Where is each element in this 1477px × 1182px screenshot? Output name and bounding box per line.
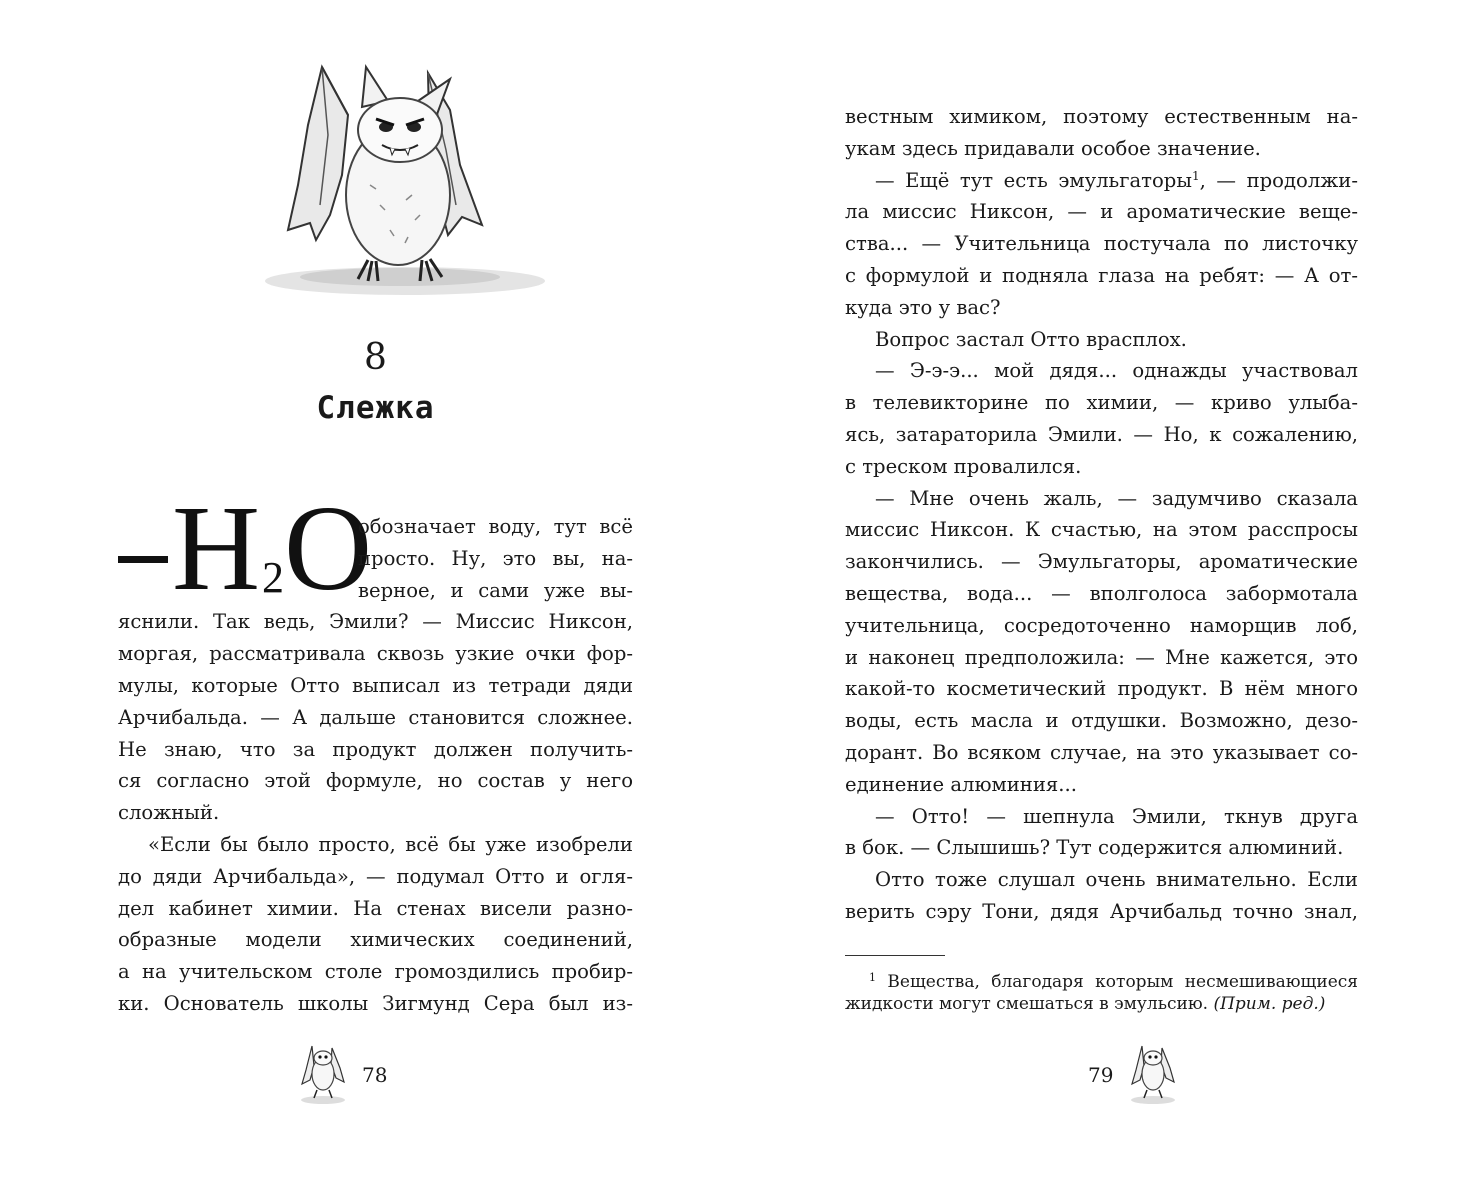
text-line: Отто тоже слушал очень внимательно. Если — [875, 868, 1358, 892]
footnote-line — [845, 991, 1358, 1018]
drop-cap-subscript: 2 — [262, 553, 284, 602]
text-line: в бок. — Слышишь? Тут содержится алюминий. — [845, 836, 1344, 860]
text-line: просто. Ну, это вы, на- — [358, 546, 633, 570]
text-line: Арчибальда. — А дальше становится сложнее. — [118, 705, 633, 729]
text-line: моргая, рассматривала сквозь узкие очки фор- — [118, 642, 633, 666]
text-line: Вопрос застал Отто врасплох. — [875, 327, 1187, 351]
page-number: 79 — [1088, 1063, 1114, 1087]
text-line: вещества, вода... — вполголоса забормотала — [845, 581, 1358, 605]
editor-note: (Прим. ред.) — [1213, 994, 1326, 1014]
footnote-marker: 1 — [869, 971, 876, 984]
text-line: — Мне очень жаль, — задумчиво сказала — [875, 486, 1358, 510]
text-segment: , — продолжи- — [1199, 168, 1358, 192]
left-body-text — [118, 511, 633, 1020]
text-line-with-footnote — [845, 165, 1358, 197]
right-body-text — [845, 101, 1358, 928]
text-line: яснили. Так ведь, Эмили? — Миссис Никсон, — [118, 610, 633, 634]
text-line: верить сэру Тони, дядя Арчибальд точно знал, — [845, 899, 1358, 923]
text-line: дорант. Во всяком случае, на это указывает со- — [845, 740, 1358, 764]
text-line: закончились. — Эмульгаторы, ароматические — [845, 550, 1358, 574]
footnote — [845, 964, 1358, 1018]
text-line: ства... — Учительница постучала по листочку — [845, 232, 1358, 256]
text-line: ла миссис Никсон, — и ароматические веще- — [845, 200, 1358, 224]
text-line: в телевикторине по химии, — криво улыба- — [845, 391, 1358, 415]
text-line: ясь, затараторила Эмили. — Но, к сожалению, — [845, 422, 1358, 446]
text-line: укам здесь придавали особое значение. — [845, 136, 1261, 160]
small-bat-icon — [1126, 1040, 1180, 1106]
text-line: с формулой и подняла глаза на ребят: — А от- — [845, 263, 1358, 287]
text-line: до дяди Арчибальда», — подумал Отто и огля- — [118, 864, 633, 888]
text-line: с треском провалился. — [845, 454, 1082, 478]
footnote-divider — [845, 955, 945, 956]
chapter-title: Слежка — [316, 390, 435, 426]
text-line: образные модели химических соединений, — [118, 928, 633, 952]
footnote-mark: 1 — [1191, 168, 1200, 183]
page-number: 78 — [362, 1063, 388, 1087]
text-line: а на учительском столе громоздились пробир- — [118, 960, 633, 984]
text-line: ки. Основатель школы Зигмунд Сера был из- — [118, 991, 633, 1015]
text-segment: — Ещё тут есть эмульгаторы — [875, 168, 1192, 192]
drop-cap-h: H — [172, 481, 261, 616]
text-line: воды, есть масла и отдушки. Возможно, дезо- — [845, 709, 1358, 733]
text-line: — Отто! — шепнула Эмили, ткнув друга — [875, 804, 1358, 828]
small-bat-icon — [296, 1040, 350, 1106]
text-line: какой-то косметический продукт. В нём много — [845, 677, 1358, 701]
chapter-number: 8 — [364, 337, 387, 378]
bat-illustration-icon — [250, 55, 550, 305]
text-line: дел кабинет химии. На стенах висели разно- — [118, 896, 633, 920]
left-page — [0, 0, 738, 1182]
text-line: учительница, сосредоточенно наморщив лоб, — [845, 613, 1358, 637]
text-line: и наконец предположила: — Мне кажется, это — [845, 645, 1358, 669]
text-line: Не знаю, что за продукт должен получить- — [118, 737, 633, 761]
text-line: куда это у вас? — [845, 295, 1001, 319]
text-line: сложный. — [118, 801, 220, 825]
footnote-text: жидкости могут смешаться в эмульсию. — [845, 994, 1209, 1014]
text-line: «Если бы было просто, всё бы уже изобрели — [148, 832, 633, 856]
drop-cap-o: O — [284, 481, 373, 616]
text-line: ся согласно этой формуле, но состав у него — [118, 769, 633, 793]
footnote-line — [845, 964, 1358, 991]
text-line: единение алюминия... — [845, 772, 1077, 796]
text-line: вестным химиком, поэтому естественным на- — [845, 105, 1358, 128]
text-line: миссис Никсон. К счастью, на этом расспросы — [845, 518, 1358, 542]
footnote-text: Вещества, благодаря которым несмешивающиеся — [887, 972, 1358, 991]
text-line: — Э-э-э... мой дядя... однажды участвовал — [875, 359, 1358, 383]
text-line: обозначает воду, тут всё — [358, 515, 633, 538]
text-line: верное, и сами уже вы- — [358, 578, 633, 602]
text-line: мулы, которые Отто выписал из тетради дяди — [118, 673, 633, 697]
